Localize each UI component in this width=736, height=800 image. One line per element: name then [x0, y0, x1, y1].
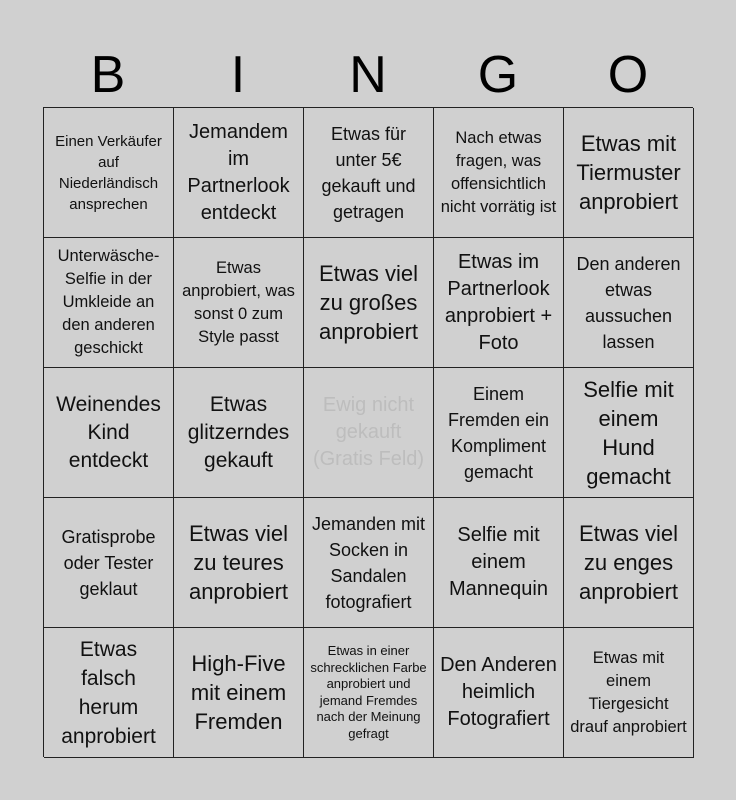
cell-text: Weinendes Kind entdeckt	[56, 392, 161, 472]
bingo-cell[interactable]	[564, 628, 694, 758]
cell-text: Etwas viel zu teures anprobiert	[188, 521, 289, 604]
bingo-cell[interactable]	[44, 108, 174, 238]
bingo-cell[interactable]	[434, 108, 564, 238]
cell-text: Selfie mit einem Mannequin	[449, 524, 548, 600]
cell-text: Etwas in einer schrecklichen Farbe anprobiert und jemand Fremdes nach der Meinung gefragt	[310, 643, 427, 741]
cell-text: Nach etwas fragen, was offensichtlich nicht vorrätig ist	[440, 128, 557, 216]
header-letter-i: I	[230, 46, 246, 104]
bingo-cell[interactable]	[44, 368, 174, 498]
cell-text: Den anderen etwas aussuchen lassen	[576, 253, 681, 352]
cell-text: Jemandem im Partnerlook entdeckt	[187, 120, 290, 224]
bingo-cell[interactable]	[44, 238, 174, 368]
bingo-cell[interactable]	[564, 498, 694, 628]
bingo-cell[interactable]	[304, 108, 434, 238]
cell-text: Etwas glitzerndes gekauft	[187, 392, 290, 472]
cell-text: Etwas anprobiert, was sonst 0 zum Style passt	[182, 258, 295, 346]
cell-text: High-Five mit einem Fremden	[190, 651, 287, 734]
cell-text: Etwas für unter 5€ gekauft und getragen	[321, 123, 416, 222]
bingo-cell[interactable]	[174, 498, 304, 628]
cell-text: Gratisprobe oder Tester geklaut	[61, 526, 156, 599]
bingo-cell[interactable]	[434, 238, 564, 368]
cell-text: Selfie mit einem Hund gemacht	[583, 376, 674, 489]
cell-text: Den Anderen heimlich Fotografiert	[440, 654, 557, 730]
bingo-cell[interactable]	[44, 498, 174, 628]
header-letter-n: N	[349, 46, 387, 104]
free-space-cell[interactable]	[304, 368, 434, 498]
cell-text: Etwas mit einem Tiergesicht drauf anprobiert	[570, 648, 687, 736]
cell-text: Jemanden mit Socken in Sandalen fotografiert	[311, 513, 426, 612]
cell-text: Etwas falsch herum anprobiert	[61, 637, 156, 748]
bingo-cell[interactable]	[174, 368, 304, 498]
cell-text: Etwas viel zu großes anprobiert	[318, 261, 419, 344]
bingo-cell[interactable]	[174, 108, 304, 238]
bingo-cell[interactable]	[304, 628, 434, 758]
bingo-cell[interactable]	[564, 108, 694, 238]
bingo-cell[interactable]	[434, 498, 564, 628]
header-letter-b: B	[90, 46, 126, 104]
bingo-header	[43, 45, 693, 105]
header-letter-g: G	[477, 46, 519, 104]
free-space-text: Ewig nicht gekauft (Gratis Feld)	[312, 394, 425, 470]
bingo-cell[interactable]	[434, 368, 564, 498]
bingo-cell[interactable]	[564, 238, 694, 368]
bingo-cell[interactable]	[564, 368, 694, 498]
header-letter-o: O	[607, 46, 649, 104]
cell-text: Einen Verkäufer auf Niederländisch ansprechen	[55, 132, 162, 213]
cell-text: Etwas mit Tiermuster anprobiert	[576, 131, 681, 214]
bingo-cell[interactable]	[174, 628, 304, 758]
bingo-cell[interactable]	[304, 238, 434, 368]
bingo-cell[interactable]	[304, 498, 434, 628]
bingo-card	[43, 107, 693, 757]
cell-text: Etwas viel zu enges anprobiert	[578, 521, 679, 604]
cell-text: Einem Fremden ein Kompliment gemacht	[447, 383, 550, 482]
bingo-cell[interactable]	[44, 628, 174, 758]
bingo-cell[interactable]	[434, 628, 564, 758]
bingo-cell[interactable]	[174, 238, 304, 368]
cell-text: Unterwäsche-Selfie in der Umkleide an den anderen geschickt	[57, 247, 160, 357]
cell-text: Etwas im Partnerlook anprobiert + Foto	[444, 250, 553, 354]
